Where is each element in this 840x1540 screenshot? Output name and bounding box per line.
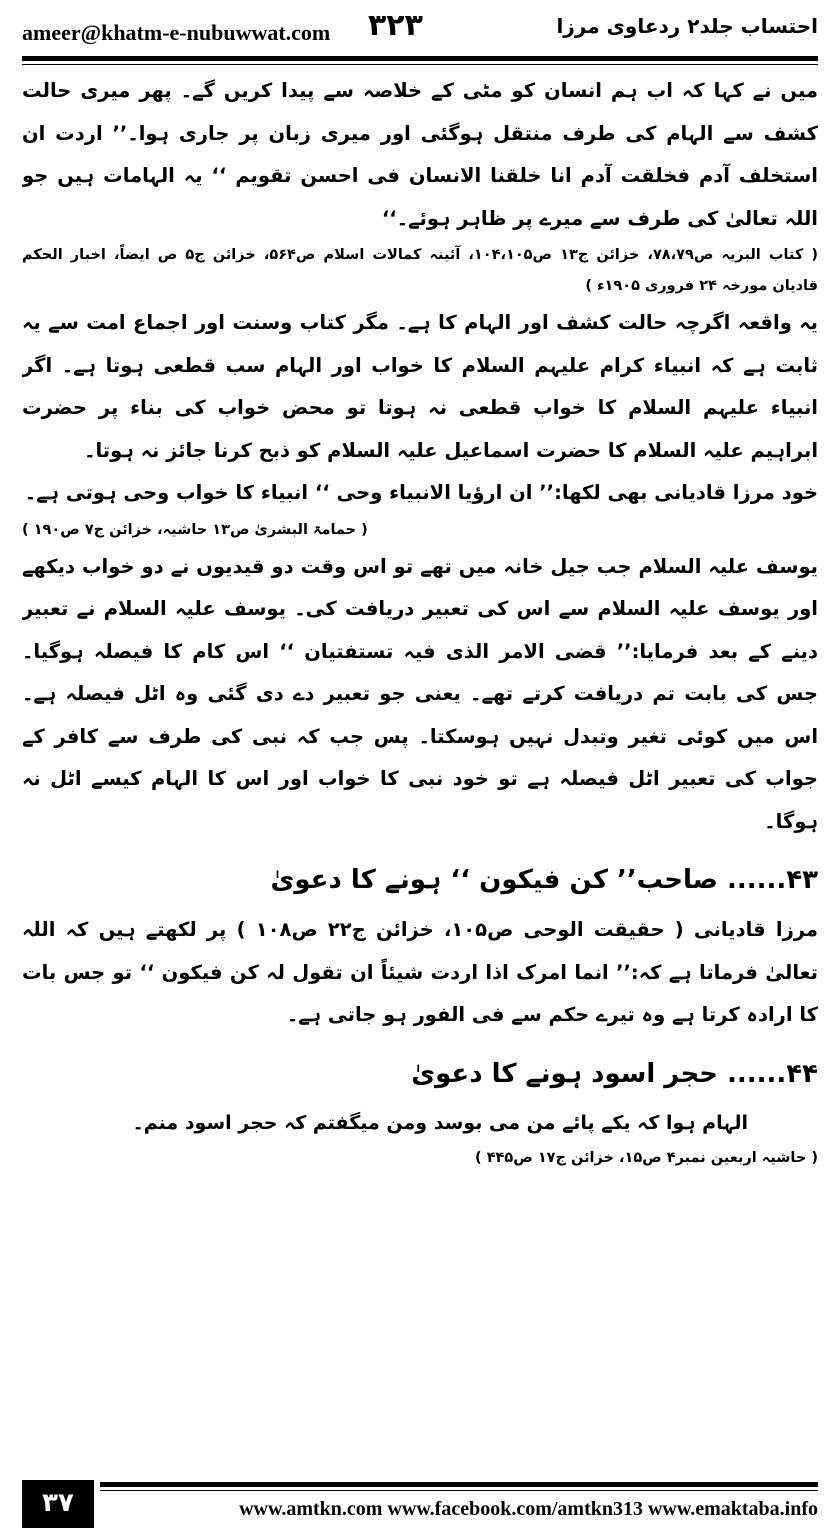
page-footer: [0, 1478, 840, 1540]
footer-urls: www.amtkn.com www.facebook.com/amtkn313 www.emaktaba.info: [239, 1498, 818, 1520]
paragraph-1: میں نے کہا کہ اب ہم انسان کو مٹی کے خلاصہ سے پیدا کریں گے۔ پھر میری حالت کشف سے الہام کی طرف منتقل ہوگئی اور میری زبان پر جاری ہوا۔’’ اردت ان استخلف آدم فخلقت آدم انا خلقنا الانسان فی احسن تقویم ‘‘ یہ الہامات ہیں جو اللہ تعالیٰ کی طرف سے میرے پر ظاہر ہوئے۔‘‘: [22, 79, 818, 230]
section-heading-43: ۴۳...... صاحب’’ کن فیکون ‘‘ ہونے کا دعویٰ: [270, 865, 818, 895]
paragraph-4: یوسف علیہ السلام جب جیل خانہ میں تھے تو اس وقت دو قیدیوں نے دو خواب دیکھے اور یوسف علیہ السلام سے اس کی تعبیر دریافت کی۔ یوسف علیہ السلام نے تعبیر دینے کے بعد فرمایا:’’ قضی الامر الذی فیہ تستفتیان ‘‘ اس کام کا فیصلہ ہوگیا۔ جس کی بابت تم دریافت کرتے تھے۔ یعنی جو تعبیر دے دی گئی وہ اٹل فیصلہ ہے۔ اس میں کوئی تغیر وتبدل نہیں ہوسکتا۔ پس جب کہ نبی کی طرف سے کافر کے جواب کی تعبیر اٹل فیصلہ ہے تو خود نبی کا خواب اور اس کا الہام کیسے اٹل نہ ہوگا۔: [22, 554, 818, 833]
ilham-verse: الہام ہوا کہ یکے پائے من می بوسد ومن میگفتم کہ حجر اسود منم۔: [132, 1111, 748, 1134]
reference-3: ( حاشیہ اربعین نمبر۴ ص۱۵، خزائن ج۱۷ ص۴۴۵ ): [475, 1149, 818, 1166]
section-heading-44: ۴۴...... حجر اسود ہونے کا دعویٰ: [411, 1058, 818, 1089]
page-body: [22, 70, 818, 1465]
footer-rule-thin: [100, 1490, 818, 1491]
reference-1: ( کتاب البریہ ص۷۸،۷۹، خزائن ج۱۳ ص۱۰۴،۱۰۵، آئینہ کمالات اسلام ص۵۶۴، خزائن ج۵ ص ایضاً، اخبار الحکم قادیان مورخہ ۲۴ فروری ۱۹۰۵ء ): [22, 247, 818, 294]
header-page-number: ۳۲۳: [368, 8, 423, 43]
page-header: [0, 0, 840, 58]
header-book-title: احتساب جلد۲ ردعاوی مرزا: [556, 14, 818, 38]
paragraph-2: یہ واقعہ اگرچہ حالت کشف اور الہام کا ہے۔ مگر کتاب وسنت اور اجماع امت سے یہ ثابت ہے کہ انبیاء کرام علیہم السلام کا خواب اور الہام سب قطعی ہوتا ہے۔ اگر انبیاء علیہم السلام کا خواب قطعی نہ ہوتا تو محض خواب کی بناء پر حضرت ابراہیم علیہ السلام کا حضرت اسماعیل علیہ السلام کو ذبح کرنا جائز نہ ہوتا۔: [22, 311, 818, 462]
footer-page-number: ۳۷: [22, 1480, 94, 1528]
reference-2: ( حمامۃ البشریٰ ص۱۳ حاشیہ، خزائن ج۷ ص۱۹۰ ): [22, 521, 368, 538]
header-rule-thick: [22, 56, 818, 61]
header-email: ameer@khatm-e-nubuwwat.com: [22, 20, 331, 45]
footer-rule-thick: [100, 1482, 818, 1487]
paragraph-3: خود مرزا قادیانی بھی لکھا:’’ ان ارؤیا الانبیاء وحی ‘‘ انبیاء کا خواب وحی ہوتی ہے۔: [24, 481, 818, 504]
header-rule-thin: [22, 64, 818, 65]
paragraph-5: مرزا قادیانی ( حقیقت الوحی ص۱۰۵، خزائن ج۲۲ ص۱۰۸ ) پر لکھتے ہیں کہ اللہ تعالیٰ فرماتا ہے کہ:’’ انما امرک اذا اردت شیئاً ان تقول لہ کن فیکون ‘‘ تو جس بات کا ارادہ کرتا ہے وہ تیرے حکم سے فی الفور ہو جاتی ہے۔: [22, 918, 818, 1026]
